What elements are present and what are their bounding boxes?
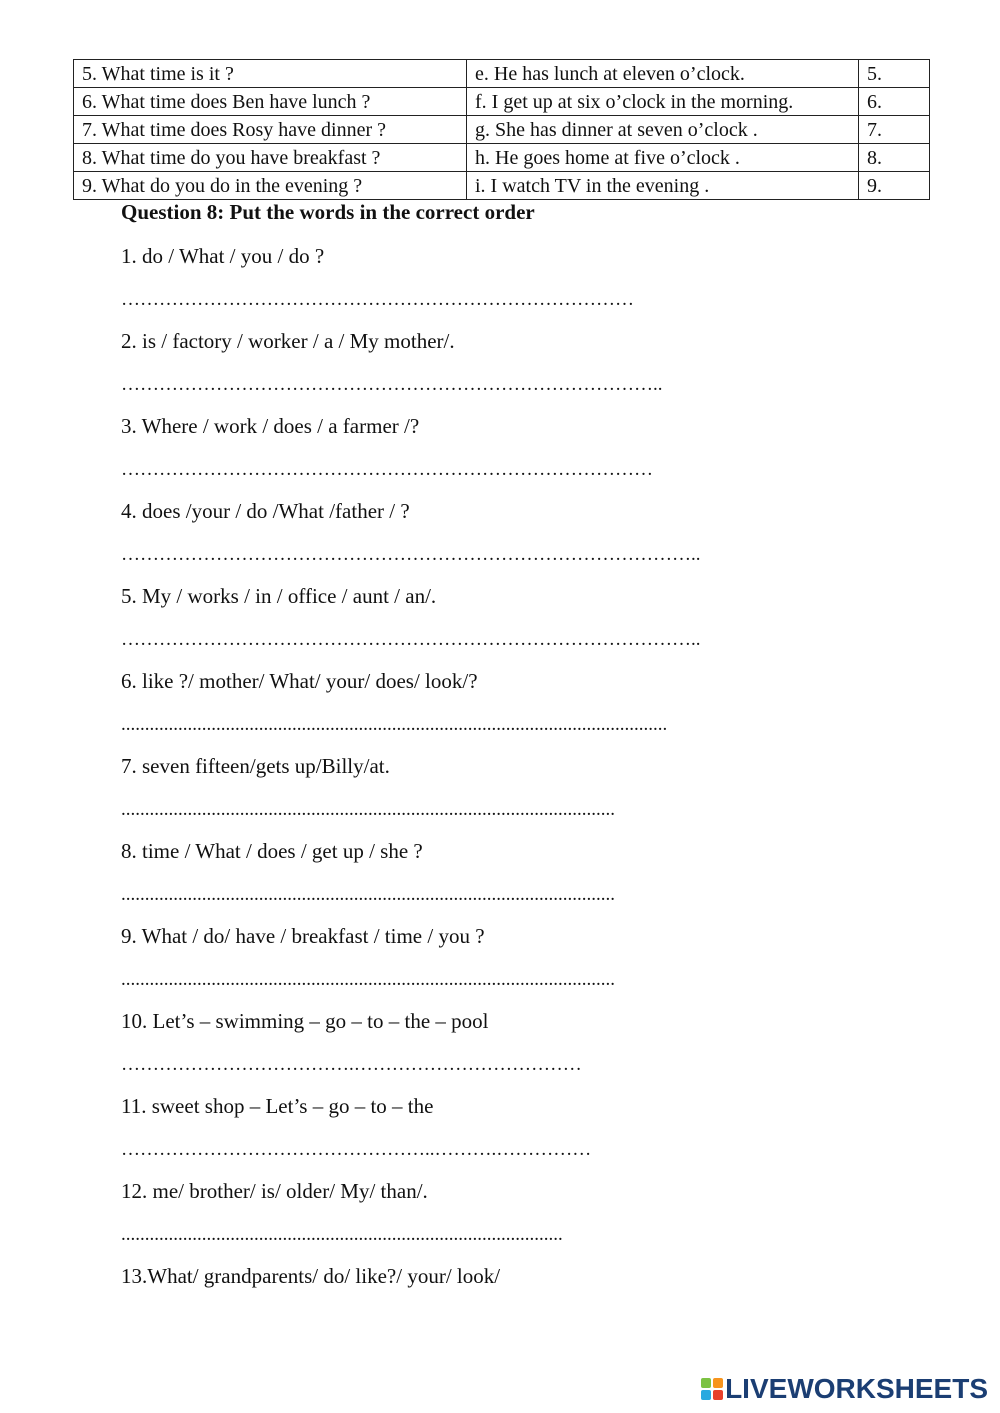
item-prompt-9: 9. What / do/ have / breakfast / time / you ? (121, 924, 485, 948)
answer-line-3[interactable]: ………………………………………………………………………… (121, 459, 653, 480)
number-cell[interactable]: 7. (859, 116, 930, 144)
answer-line-8[interactable]: ........................................................................................................ (121, 884, 615, 905)
answer-line-10[interactable]: ……………………………….……………………………… (121, 1054, 582, 1075)
answer-line-2[interactable]: ………………………………………………………………………….. (121, 374, 663, 395)
number-cell[interactable]: 5. (859, 60, 930, 88)
question-cell: 6. What time does Ben have lunch ? (74, 88, 467, 116)
item-prompt-10: 10. Let’s – swimming – go – to – the – pool (121, 1009, 489, 1033)
answer-cell: f. I get up at six o’clock in the morning. (467, 88, 859, 116)
answer-line-6[interactable]: ................................................................................................................... (121, 714, 668, 735)
item-prompt-2: 2. is / factory / worker / a / My mother/. (121, 329, 455, 353)
answer-line-4[interactable]: ……………………………………………………………………………….. (121, 544, 701, 565)
table-row (74, 116, 930, 144)
answer-line-5[interactable]: ……………………………………………………………………………….. (121, 629, 701, 650)
number-cell[interactable]: 8. (859, 144, 930, 172)
answer-line-12[interactable]: ............................................................................................. (121, 1224, 563, 1245)
number-cell[interactable]: 9. (859, 172, 930, 200)
question-cell: 7. What time does Rosy have dinner ? (74, 116, 467, 144)
item-prompt-11: 11. sweet shop – Let’s – go – to – the (121, 1094, 434, 1118)
liveworksheets-logo (701, 1373, 988, 1405)
answer-line-1[interactable]: ……………………………………………………………………… (121, 289, 634, 310)
item-prompt-3: 3. Where / work / does / a farmer /? (121, 414, 420, 438)
item-prompt-6: 6. like ?/ mother/ What/ your/ does/ look/? (121, 669, 478, 693)
table-row (74, 88, 930, 116)
item-prompt-4: 4. does /your / do /What /father / ? (121, 499, 410, 523)
number-cell[interactable]: 6. (859, 88, 930, 116)
item-prompt-5: 5. My / works / in / office / aunt / an/. (121, 584, 437, 608)
table-row (74, 144, 930, 172)
answer-cell: h. He goes home at five o’clock . (467, 144, 859, 172)
logo-icon (701, 1378, 723, 1400)
answer-cell: i. I watch TV in the evening . (467, 172, 859, 200)
answer-line-9[interactable]: ........................................................................................................ (121, 969, 615, 990)
table-row (74, 172, 930, 200)
logo-text: LIVEWORKSHEETS (725, 1373, 988, 1404)
table-row (74, 60, 930, 88)
answer-line-7[interactable]: ........................................................................................................ (121, 799, 615, 820)
answer-line-11[interactable]: …………………………………………..……….…………… (121, 1139, 592, 1160)
item-prompt-7: 7. seven fifteen/gets up/Billy/at. (121, 754, 390, 778)
question-cell: 8. What time do you have breakfast ? (74, 144, 467, 172)
matching-table (73, 59, 930, 200)
section-title: Question 8: Put the words in the correct order (121, 200, 535, 224)
item-prompt-13: 13.What/ grandparents/ do/ like?/ your/ look/ (121, 1264, 501, 1288)
answer-cell: e. He has lunch at eleven o’clock. (467, 60, 859, 88)
item-prompt-8: 8. time / What / does / get up / she ? (121, 839, 423, 863)
answer-cell: g. She has dinner at seven o’clock . (467, 116, 859, 144)
item-prompt-1: 1. do / What / you / do ? (121, 244, 325, 268)
question-cell: 5. What time is it ? (74, 60, 467, 88)
question-cell: 9. What do you do in the evening ? (74, 172, 467, 200)
item-prompt-12: 12. me/ brother/ is/ older/ My/ than/. (121, 1179, 428, 1203)
